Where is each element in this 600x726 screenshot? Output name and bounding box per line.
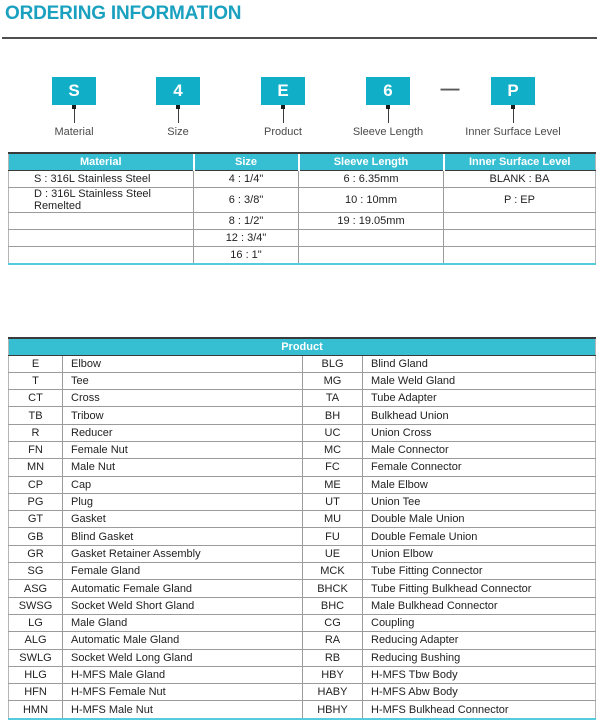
- table-row: [9, 563, 596, 580]
- product-name-cell: Automatic Female Gland: [63, 580, 303, 597]
- table-row: [9, 170, 596, 187]
- product-name-cell: H-MFS Bulkhead Connector: [363, 701, 596, 719]
- material-cell: D : 316L Stainless Steel Remelted: [9, 187, 194, 212]
- connector-line: [388, 109, 389, 123]
- spec-table: [8, 152, 596, 265]
- product-name-cell: Union Tee: [363, 493, 596, 510]
- code-segment: [223, 77, 343, 138]
- table-row: [9, 187, 596, 212]
- table-row: [9, 701, 596, 719]
- size-cell: 8 : 1/2": [194, 212, 299, 229]
- product-code-cell: MC: [303, 441, 363, 458]
- product-code-cell: HBY: [303, 666, 363, 683]
- spec-header-size: Size: [194, 153, 299, 170]
- product-name-cell: Reducer: [63, 424, 303, 441]
- product-code-cell: RA: [303, 632, 363, 649]
- table-row: [9, 614, 596, 631]
- code-box: P: [491, 77, 535, 105]
- material-cell: S : 316L Stainless Steel: [34, 172, 151, 185]
- code-label: Size: [167, 126, 189, 138]
- product-code-cell: ME: [303, 476, 363, 493]
- product-code-cell: SWSG: [9, 597, 63, 614]
- product-code-cell: MCK: [303, 563, 363, 580]
- product-code-cell: HBHY: [303, 701, 363, 719]
- table-row: [9, 441, 596, 458]
- code-label: Product: [264, 126, 302, 138]
- product-name-cell: Coupling: [363, 614, 596, 631]
- product-name-cell: Female Gland: [63, 563, 303, 580]
- product-code-cell: BHCK: [303, 580, 363, 597]
- product-code-cell: UT: [303, 493, 363, 510]
- inner-surface-cell: P : EP: [444, 187, 596, 212]
- product-code-cell: BH: [303, 407, 363, 424]
- table-row: [9, 684, 596, 701]
- product-code-cell: RB: [303, 649, 363, 666]
- product-code-cell: SG: [9, 563, 63, 580]
- table-row: [9, 372, 596, 389]
- product-name-cell: Gasket Retainer Assembly: [63, 545, 303, 562]
- code-label: Material: [54, 126, 94, 138]
- table-row: [9, 632, 596, 649]
- product-name-cell: Tube Fitting Bulkhead Connector: [363, 580, 596, 597]
- spec-header-inner-surface-level: Inner Surface Level: [444, 153, 596, 170]
- table-row: [9, 666, 596, 683]
- table-row: [9, 511, 596, 528]
- inner-surface-cell: [444, 247, 596, 265]
- product-name-cell: Tee: [63, 372, 303, 389]
- page-title: ORDERING INFORMATION: [5, 3, 242, 24]
- table-row: [9, 476, 596, 493]
- inner-surface-cell: BLANK : BA: [444, 170, 596, 187]
- product-name-cell: H-MFS Female Nut: [63, 684, 303, 701]
- material-cell: [9, 212, 194, 229]
- table-row: [9, 459, 596, 476]
- product-code-cell: T: [9, 372, 63, 389]
- product-code-cell: FN: [9, 441, 63, 458]
- connector-line: [74, 109, 75, 123]
- table-row: [9, 493, 596, 510]
- product-code-cell: FU: [303, 528, 363, 545]
- product-code-cell: LG: [9, 614, 63, 631]
- size-cell: 4 : 1/4": [194, 170, 299, 187]
- product-name-cell: Socket Weld Long Gland: [63, 649, 303, 666]
- product-name-cell: Union Cross: [363, 424, 596, 441]
- spec-header-row: [9, 153, 596, 170]
- product-table: [8, 337, 596, 720]
- product-code-cell: TB: [9, 407, 63, 424]
- product-code-cell: UC: [303, 424, 363, 441]
- product-name-cell: Reducing Bushing: [363, 649, 596, 666]
- size-cell: 16 : 1": [194, 247, 299, 265]
- sleeve-length-cell: 10 : 10mm: [299, 187, 444, 212]
- product-code-cell: FC: [303, 459, 363, 476]
- product-name-cell: Male Elbow: [363, 476, 596, 493]
- code-segment: [14, 77, 134, 138]
- product-code-cell: HFN: [9, 684, 63, 701]
- product-name-cell: Double Male Union: [363, 511, 596, 528]
- product-code-cell: GT: [9, 511, 63, 528]
- connector-line: [513, 109, 514, 123]
- code-separator-dash: —: [440, 79, 460, 100]
- product-code-cell: SWLG: [9, 649, 63, 666]
- code-box: 4: [156, 77, 200, 105]
- product-code-cell: CG: [303, 614, 363, 631]
- product-code-cell: MG: [303, 372, 363, 389]
- table-row: [9, 390, 596, 407]
- sleeve-length-cell: 6 : 6.35mm: [299, 170, 444, 187]
- table-row: [9, 580, 596, 597]
- product-name-cell: Tribow: [63, 407, 303, 424]
- ordering-code-diagram: [0, 77, 600, 141]
- inner-surface-cell: [444, 229, 596, 246]
- product-header-row: [9, 338, 596, 355]
- product-name-cell: Male Bulkhead Connector: [363, 597, 596, 614]
- product-code-cell: MN: [9, 459, 63, 476]
- sleeve-length-cell: [299, 247, 444, 265]
- table-row: [9, 355, 596, 372]
- product-code-cell: ALG: [9, 632, 63, 649]
- material-cell: [9, 247, 194, 265]
- size-cell: 6 : 3/8": [194, 187, 299, 212]
- spec-header-material: Material: [9, 153, 194, 170]
- inner-surface-cell: [444, 212, 596, 229]
- product-name-cell: Blind Gland: [363, 355, 596, 372]
- product-code-cell: BLG: [303, 355, 363, 372]
- table-row: [9, 247, 596, 265]
- product-name-cell: Cap: [63, 476, 303, 493]
- product-name-cell: Female Connector: [363, 459, 596, 476]
- code-label: Inner Surface Level: [465, 126, 561, 138]
- product-name-cell: Male Nut: [63, 459, 303, 476]
- table-row: [9, 407, 596, 424]
- product-header: Product: [9, 338, 596, 355]
- product-name-cell: Socket Weld Short Gland: [63, 597, 303, 614]
- table-row: [9, 597, 596, 614]
- product-code-cell: CT: [9, 390, 63, 407]
- table-row: [9, 212, 596, 229]
- product-name-cell: Plug: [63, 493, 303, 510]
- connector-line: [178, 109, 179, 123]
- product-code-cell: PG: [9, 493, 63, 510]
- product-name-cell: Tube Adapter: [363, 390, 596, 407]
- table-row: [9, 545, 596, 562]
- product-name-cell: H-MFS Abw Body: [363, 684, 596, 701]
- table-row: [9, 528, 596, 545]
- product-code-cell: HLG: [9, 666, 63, 683]
- material-cell: [9, 229, 194, 246]
- connector-line: [283, 109, 284, 123]
- product-name-cell: Double Female Union: [363, 528, 596, 545]
- product-code-cell: BHC: [303, 597, 363, 614]
- product-code-cell: ASG: [9, 580, 63, 597]
- product-name-cell: H-MFS Male Gland: [63, 666, 303, 683]
- title-divider: [2, 37, 597, 39]
- product-name-cell: Female Nut: [63, 441, 303, 458]
- product-name-cell: Tube Fitting Connector: [363, 563, 596, 580]
- product-code-cell: HABY: [303, 684, 363, 701]
- sleeve-length-cell: [299, 229, 444, 246]
- product-name-cell: Blind Gasket: [63, 528, 303, 545]
- product-name-cell: Male Weld Gland: [363, 372, 596, 389]
- product-name-cell: Gasket: [63, 511, 303, 528]
- code-segment: [328, 77, 448, 138]
- code-box: 6: [366, 77, 410, 105]
- code-label: Sleeve Length: [352, 126, 424, 138]
- product-code-cell: R: [9, 424, 63, 441]
- product-name-cell: Automatic Male Gland: [63, 632, 303, 649]
- product-code-cell: MU: [303, 511, 363, 528]
- product-code-cell: TA: [303, 390, 363, 407]
- product-code-cell: UE: [303, 545, 363, 562]
- product-name-cell: Union Elbow: [363, 545, 596, 562]
- size-cell: 12 : 3/4": [194, 229, 299, 246]
- code-box: S: [52, 77, 96, 105]
- table-row: [9, 649, 596, 666]
- product-name-cell: Reducing Adapter: [363, 632, 596, 649]
- product-code-cell: CP: [9, 476, 63, 493]
- product-code-cell: GR: [9, 545, 63, 562]
- product-name-cell: Bulkhead Union: [363, 407, 596, 424]
- product-name-cell: H-MFS Male Nut: [63, 701, 303, 719]
- product-name-cell: Cross: [63, 390, 303, 407]
- product-code-cell: E: [31, 357, 40, 370]
- product-name-cell: Elbow: [63, 355, 303, 372]
- product-code-cell: HMN: [9, 701, 63, 719]
- code-segment: [453, 77, 573, 138]
- code-segment: [118, 77, 238, 138]
- code-box: E: [261, 77, 305, 105]
- spec-header-sleeve-length: Sleeve Length: [299, 153, 444, 170]
- table-row: [9, 229, 596, 246]
- product-name-cell: Male Gland: [63, 614, 303, 631]
- product-name-cell: Male Connector: [363, 441, 596, 458]
- sleeve-length-cell: 19 : 19.05mm: [299, 212, 444, 229]
- product-name-cell: H-MFS Tbw Body: [363, 666, 596, 683]
- table-row: [9, 424, 596, 441]
- product-code-cell: GB: [9, 528, 63, 545]
